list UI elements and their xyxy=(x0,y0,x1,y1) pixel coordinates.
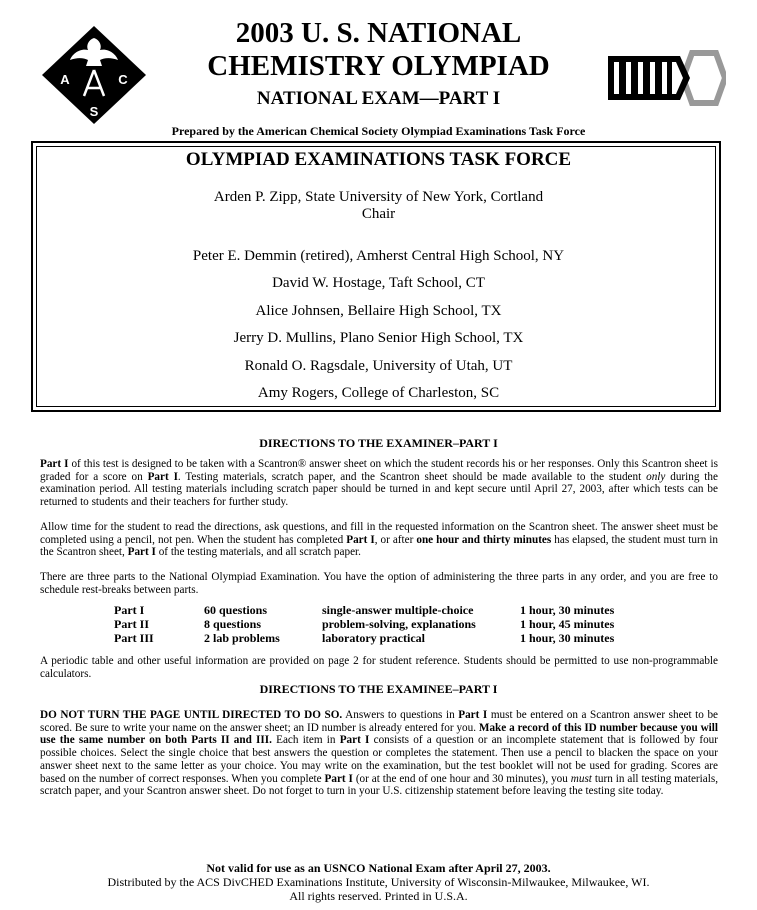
bold-text: Part I xyxy=(147,470,178,483)
task-force-member: Jerry D. Mullins, Plano Senior High School, TX xyxy=(233,330,524,346)
task-force-chair-label: Chair xyxy=(361,206,396,222)
examinee-paragraph xyxy=(40,709,718,798)
bold-text: Part I xyxy=(324,772,353,785)
exam-title-line1: 2003 U. S. NATIONAL xyxy=(235,17,522,49)
parts-table-part: Part I xyxy=(114,603,145,617)
text: . Testing materials, scratch paper, and the Scantron sheet should be made available to the student xyxy=(177,470,647,483)
text: consists of a question or an incomplete statement that is followed by four possible choices. Select the single choice that best answers the question or completes the statement. Then use a pencil to blacken the space on your answer sheet next to the same letter as your choice. You may write on the examination, but the test booklet will not be used for grading. Scores are based on the number of correct responses. When you complete xyxy=(40,734,718,785)
task-force-chair-name: Arden P. Zipp, State University of New York, Cortland xyxy=(213,189,544,205)
examiner-directions-heading: DIRECTIONS TO THE EXAMINER–PART I xyxy=(259,436,498,450)
bold-text: Part I xyxy=(339,734,370,747)
text: has elapsed, the student must turn in the Scantron sheet, xyxy=(40,533,718,559)
examiner-paragraph-2 xyxy=(40,521,718,559)
text: , or after xyxy=(374,533,417,546)
text: must be entered on a Scantron answer sheet to be scored. Be sure to write your name on the answer sheet; an ID number is already entered for you. xyxy=(40,709,719,734)
parts-table-count: 8 questions xyxy=(204,617,262,631)
parts-table-type: laboratory practical xyxy=(322,631,425,645)
examiner-paragraph-3: There are three parts to the National Olympiad Examination. You have the option of administering the three parts in any order, and you are free to schedule rest-breaks between parts. xyxy=(40,571,718,596)
footer-validity-note: Not valid for use as an USNCO National Exam after April 27, 2003. xyxy=(206,861,551,875)
examinee-directions-heading: DIRECTIONS TO THE EXAMINEE–PART I xyxy=(259,682,498,696)
bold-text: Part I xyxy=(127,546,156,559)
footer-rights: All rights reserved. Printed in U.S.A. xyxy=(289,889,468,903)
task-force-member: Peter E. Demmin (retired), Amherst Central High School, NY xyxy=(192,248,565,264)
acs-logo-letter-c: C xyxy=(118,72,128,87)
task-force-member: Alice Johnsen, Bellaire High School, TX xyxy=(255,303,502,319)
acs-logo-letter-a: A xyxy=(60,72,70,87)
parts-table-type: single-answer multiple-choice xyxy=(322,603,474,617)
bold-text: Make a record of this ID number because you will use the same number on both Parts II and III. xyxy=(40,721,719,747)
text: of the testing materials, and all scratch paper. xyxy=(155,546,361,559)
italic-text: must xyxy=(570,772,592,785)
text: during the examination period. All testing materials including scratch paper should be turned in and kept secure until April 27, 2003, after which tests can be returned to students and their teachers for further study. xyxy=(40,470,718,509)
examiner-paragraph-1 xyxy=(40,458,718,509)
text: turn in all testing materials, scratch paper, and your Scantron answer sheet. Do not forget to turn in your U.S. citizenship statement before leaving the testing site today. xyxy=(40,772,718,798)
bold-text: DO NOT TURN THE PAGE UNTIL DIRECTED TO DO SO. xyxy=(40,709,343,721)
parts-table-part: Part III xyxy=(114,631,154,645)
exam-title-line2: CHEMISTRY OLYMPIAD xyxy=(207,50,550,82)
text: Each item in xyxy=(271,734,340,747)
bold-text: Part I xyxy=(40,458,69,470)
text: of this test is designed to be taken with a Scantron® answer sheet on which the student records his or her responses. Only this Scantron sheet is graded for a score on xyxy=(40,458,718,483)
task-force-member: David W. Hostage, Taft School, CT xyxy=(272,275,485,291)
parts-table-type: problem-solving, explanations xyxy=(322,617,476,631)
bold-text: Part I xyxy=(346,533,375,546)
parts-table-count: 2 lab problems xyxy=(204,631,280,645)
footer-distributor: Distributed by the ACS DivCHED Examinations Institute, University of Wisconsin-Milwaukee, Milwaukee, WI. xyxy=(107,875,650,889)
examiner-paragraph-4: A periodic table and other useful information are provided on page 2 for student reference. Students should be permitted to use non-programmable calculators. xyxy=(40,655,718,680)
prepared-by-line: Prepared by the American Chemical Society Olympiad Examinations Task Force xyxy=(171,124,586,138)
parts-table-time: 1 hour, 30 minutes xyxy=(520,631,615,645)
task-force-member: Ronald O. Ragsdale, University of Utah, UT xyxy=(244,358,513,374)
task-force-title: OLYMPIAD EXAMINATIONS TASK FORCE xyxy=(185,149,572,170)
text: Allow time for the student to read the directions, ask questions, and fill in the requested information on the Scantron sheet. The answer sheet must be completed using a pencil, not pen. When the student has completed xyxy=(40,521,718,546)
parts-table-part: Part II xyxy=(114,617,149,631)
italic-text: only xyxy=(646,470,666,483)
parts-table-count: 60 questions xyxy=(204,603,268,617)
exam-part-title: NATIONAL EXAM—PART I xyxy=(256,88,501,109)
task-force-member: Amy Rogers, College of Charleston, SC xyxy=(257,385,500,401)
text: Answers to questions in xyxy=(342,709,459,721)
bold-text: one hour and thirty minutes xyxy=(416,533,552,546)
bold-text: Part I xyxy=(458,709,488,721)
text: (or at the end of one hour and 30 minutes), you xyxy=(352,772,571,785)
parts-table-time: 1 hour, 45 minutes xyxy=(520,617,615,631)
parts-table-time: 1 hour, 30 minutes xyxy=(520,603,615,617)
acs-logo-letter-s: S xyxy=(89,104,99,119)
